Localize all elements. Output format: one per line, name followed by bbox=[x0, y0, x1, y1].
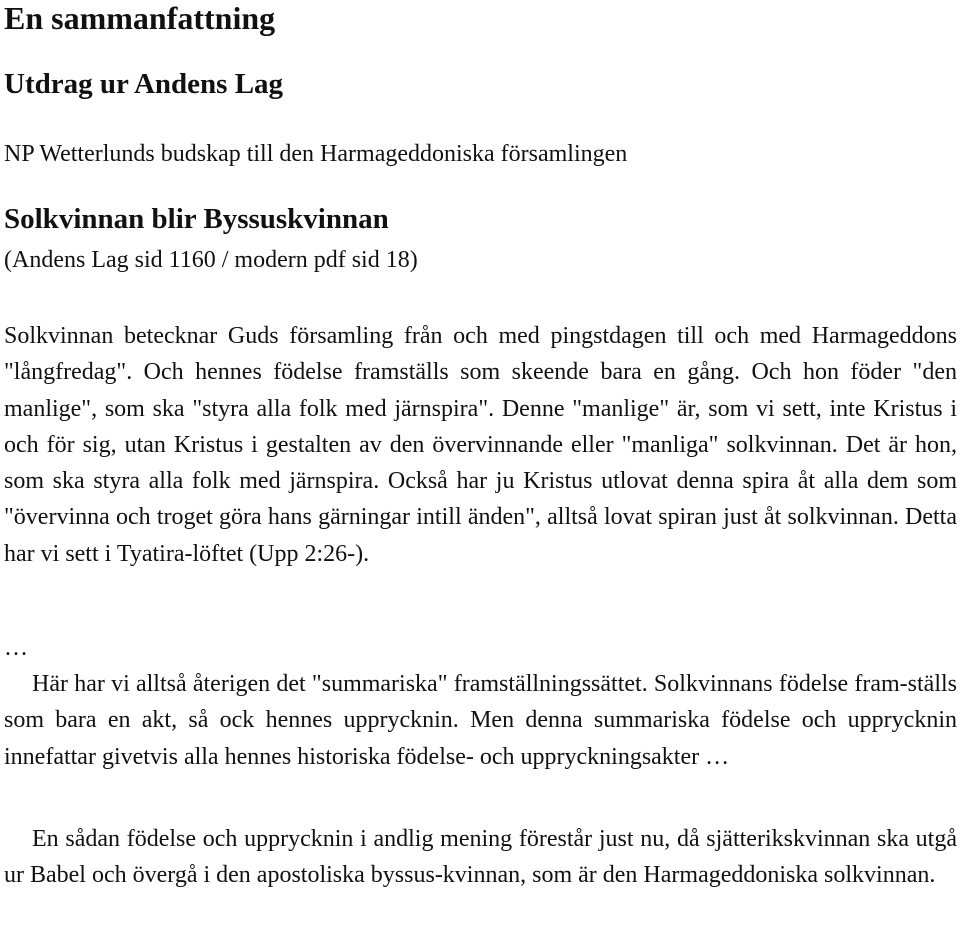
paragraph-3: En sådan födelse och upprycknin i andlig mening förestår just nu, då sjätterikskvinnan ska utgå ur Babel och övergå i den apostoliska byssus-kvinnan, som är den Harmageddoniska solkvinnan. bbox=[4, 826, 957, 889]
document-subtitle: Utdrag ur Andens Lag bbox=[4, 68, 284, 100]
author-line: NP Wetterlunds budskap till den Harmageddoniska församlingen bbox=[4, 141, 628, 167]
paragraph-1: Solkvinnan betecknar Guds församling från och med pingstdagen till och med Harmageddons "långfredag". Och hennes födelse framställs som skeende bara en gång. Och hon föder "den manlige", som ska "styra alla folk med järnspira". Denne "manlige" är, som vi sett, inte Kristus i och för sig, utan Kristus i gestalten av den övervinnande eller "manliga" solkvinnan. Det är hon, som ska styra alla folk med järnspira. Också har ju Kristus utlovat denna spira åt alla dem som "övervinna och troget göra hans gärningar intill änden", alltså lovat spiran just åt solkvinnan. Detta har vi sett i Tyatira-löftet (Upp 2:26-). bbox=[4, 323, 957, 567]
paragraph-2: Här har vi alltså återigen det "summariska" framställningssättet. Solkvinnans födelse fram-ställs som bara en akt, så ock hennes upprycknin. Men denna summariska födelse och upprycknin innefattar givetvis alla hennes historiska födelse- och uppryckningsakter … bbox=[4, 671, 957, 770]
section-reference: (Andens Lag sid 1160 / modern pdf sid 18) bbox=[4, 247, 418, 273]
section-title: Solkvinnan blir Byssuskvinnan bbox=[4, 203, 389, 235]
ellipsis-separator: … bbox=[4, 635, 30, 661]
document-title: En sammanfattning bbox=[4, 0, 276, 36]
